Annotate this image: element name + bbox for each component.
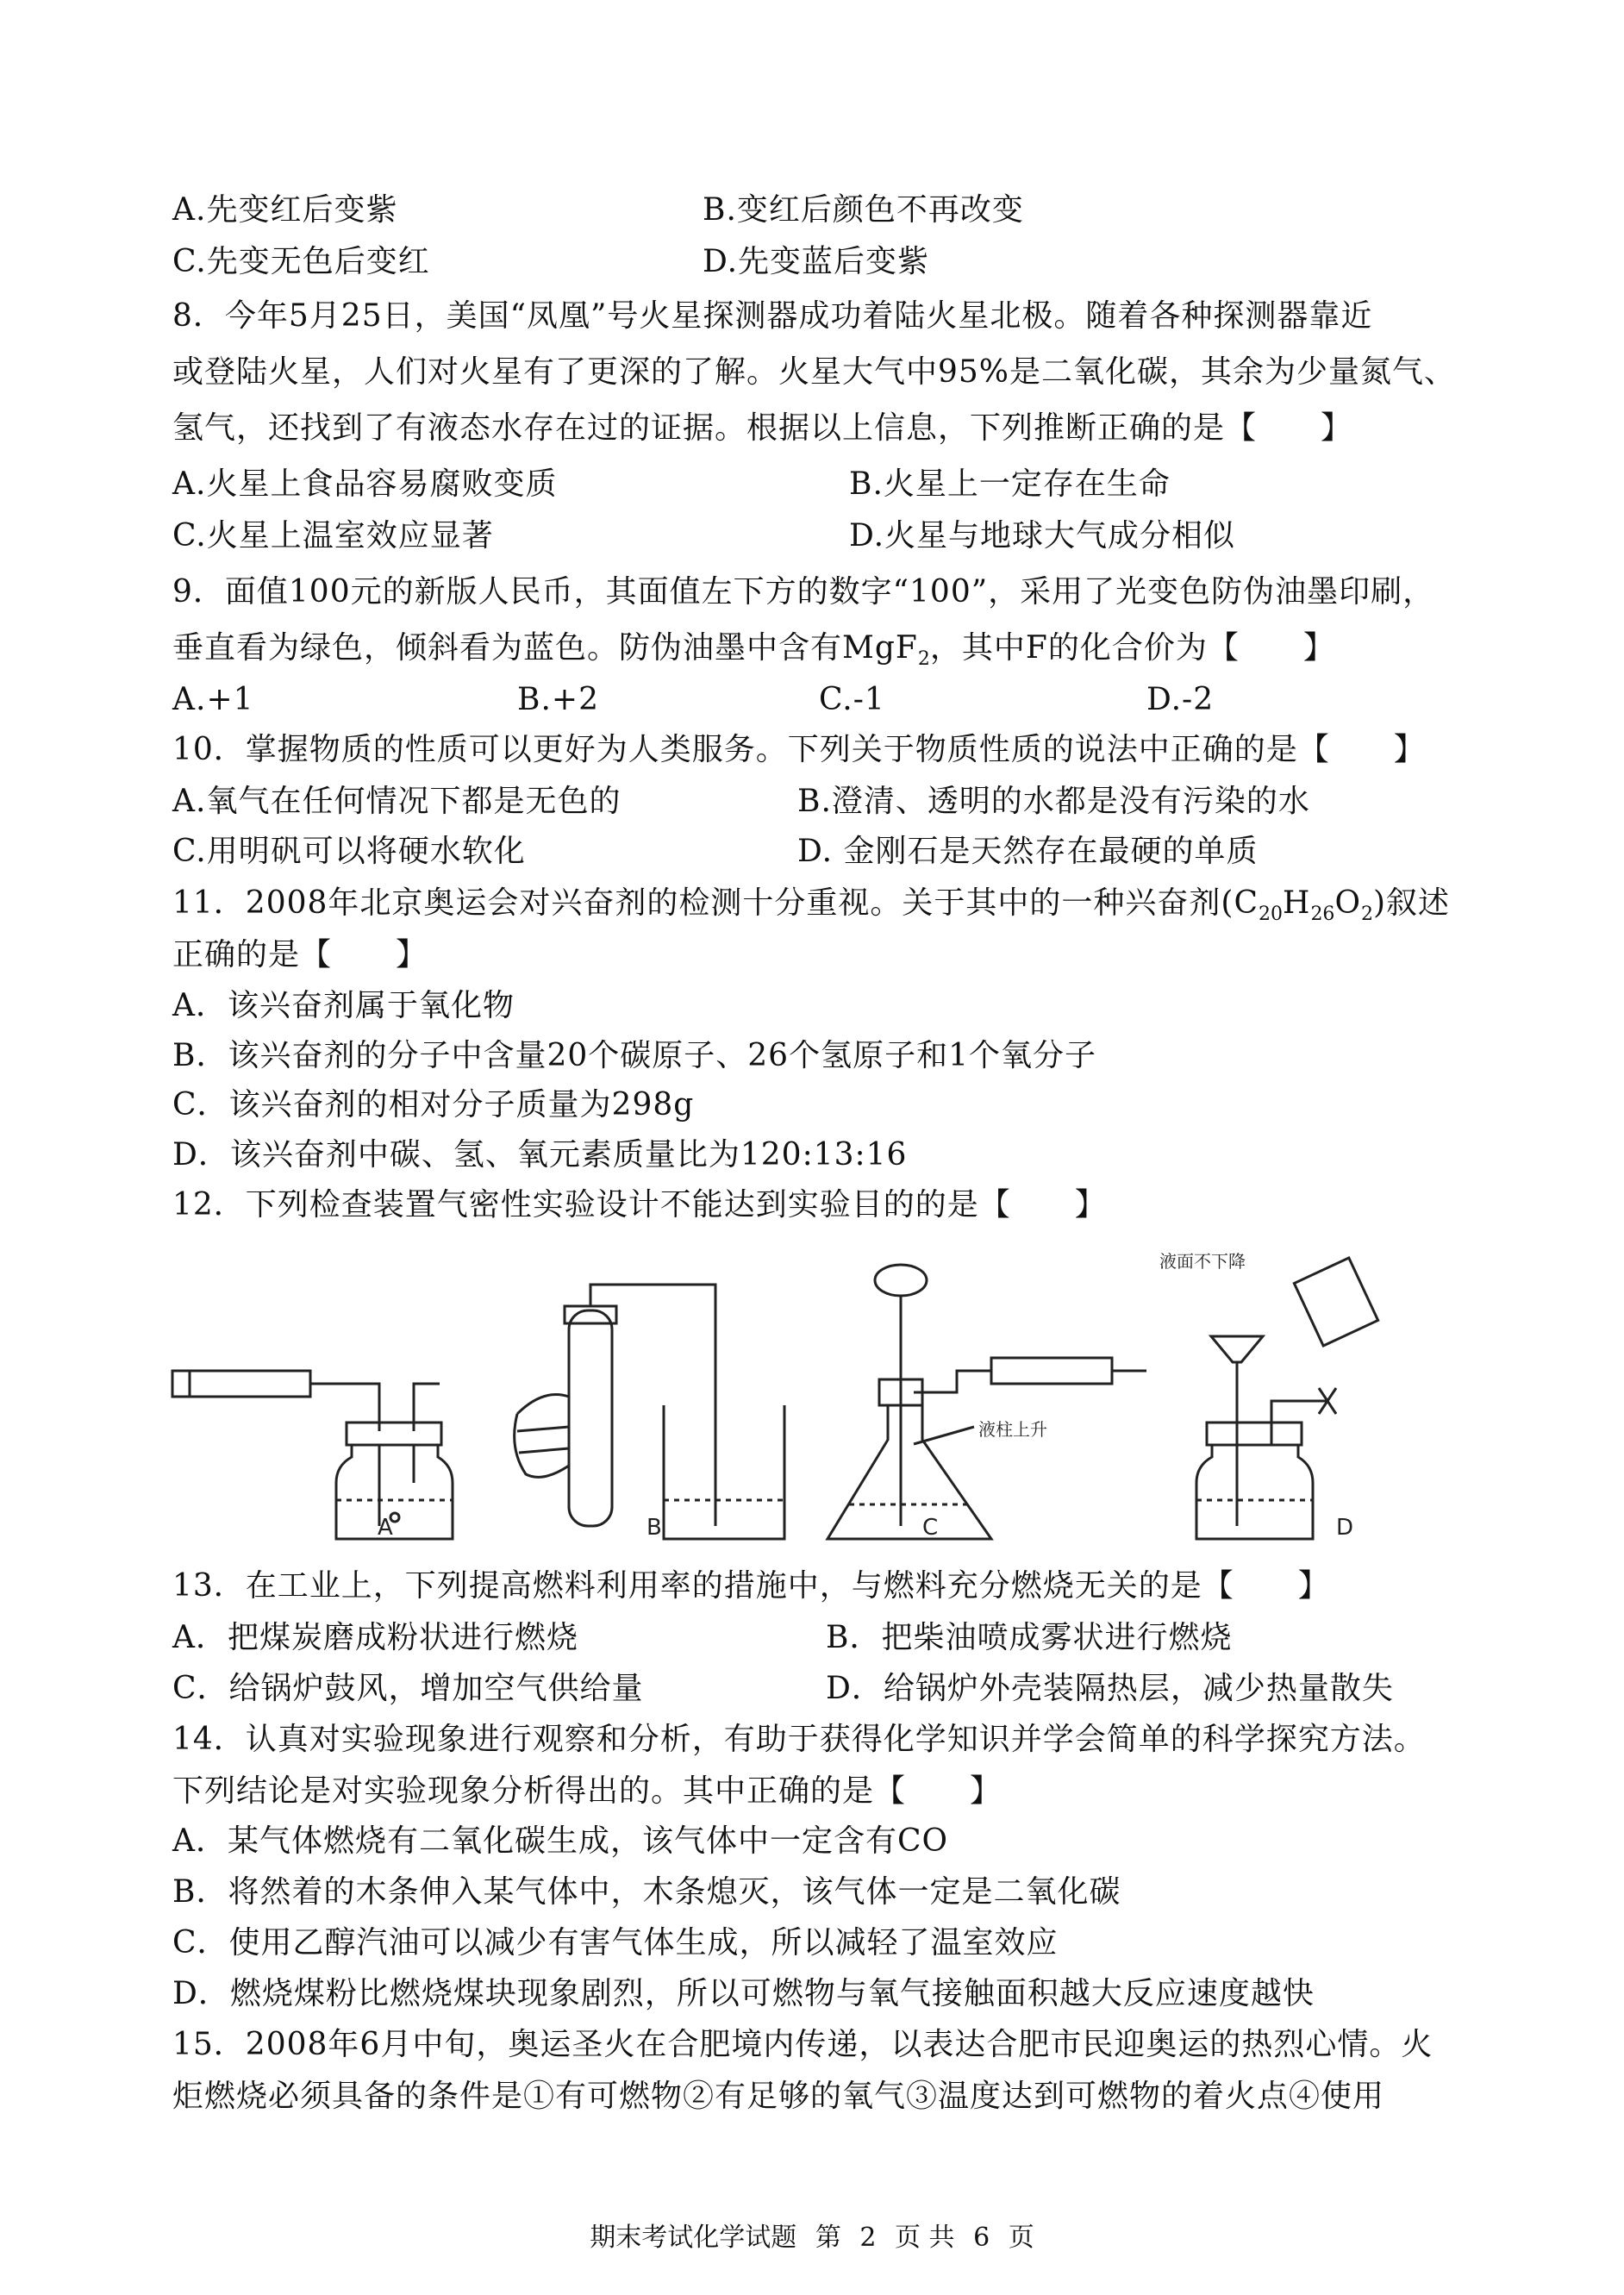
q7-option-b: B.变红后颜色不再改变 — [703, 192, 1024, 228]
q11-text-pre: 11．2008年北京奥运会对兴奋剂的检测十分重视。关于其中的一种兴奋剂(C — [172, 885, 1259, 921]
q8-stem-line2: 或登陆火星，人们对火星有了更深的了解。火星大气中95%是二氧化碳，其余为少量氮气、 — [172, 354, 1457, 390]
figure-label-c: C — [922, 1515, 939, 1541]
apparatus-a — [172, 1371, 453, 1539]
footer-total-pages: 6 — [973, 2223, 990, 2253]
q14-option-d: D．燃烧煤粉比燃烧煤块现象剧烈，所以可燃物与氧气接触面积越大反应速度越快 — [172, 1976, 1315, 2011]
q9-option-c: C.-1 — [819, 682, 885, 717]
apparatus-figure — [164, 1241, 1440, 1552]
q8-option-c: C.火星上温室效应显著 — [172, 518, 494, 553]
footer-page-prefix: 第 — [815, 2223, 841, 2253]
q9-option-b: B.+2 — [517, 682, 599, 717]
q11-sub-hydrogen: 26 — [1310, 904, 1335, 925]
page-footer — [0, 2221, 1624, 2255]
q9-stem-line1: 9．面值100元的新版人民币，其面值左下方的数字“100”，采用了光变色防伪油墨印刷， — [172, 574, 1435, 610]
figure-label-a: A — [378, 1515, 393, 1541]
q11-oxygen: O — [1334, 885, 1361, 921]
q8-stem-line1: 8．今年5月25日，美国“凤凰”号火星探测器成功着陆火星北极。随着各种探测器靠近 — [172, 298, 1373, 334]
q9-line2-post: ，其中F的化合价为【 】 — [929, 630, 1335, 666]
q13-option-a: A．把煤炭磨成粉状进行燃烧 — [172, 1620, 578, 1655]
figure-label-b: B — [646, 1515, 662, 1541]
q9-subscript: 2 — [917, 648, 930, 670]
q14-stem-line2: 下列结论是对实验现象分析得出的。其中正确的是【 】 — [172, 1773, 1003, 1809]
footer-page-suffix: 页 — [1008, 2223, 1034, 2253]
figure-note-d: 液面不下降 — [1159, 1251, 1246, 1272]
q11-option-a: A．该兴奋剂属于氧化物 — [172, 988, 515, 1023]
q10-stem: 10．掌握物质的性质可以更好为人类服务。下列关于物质性质的说法中正确的是【 】 — [172, 732, 1426, 767]
q13-option-b: B．把柴油喷成雾状进行燃烧 — [826, 1620, 1233, 1655]
q10-option-c: C.用明矾可以将硬水软化 — [172, 834, 526, 869]
q14-option-a: A．某气体燃烧有二氧化碳生成，该气体中一定含有CO — [172, 1823, 949, 1859]
q11-option-c: C．该兴奋剂的相对分子质量为298g — [172, 1087, 695, 1122]
q13-stem: 13．在工业上，下列提高燃料利用率的措施中，与燃料充分燃烧无关的是【 】 — [172, 1568, 1330, 1604]
q14-option-b: B．将然着的木条伸入某气体中，木条熄灭，该气体一定是二氧化碳 — [172, 1874, 1121, 1910]
q11-sub-carbon: 20 — [1259, 904, 1284, 925]
figure-label-d: D — [1336, 1515, 1354, 1541]
q7-option-c: C.先变无色后变红 — [172, 244, 430, 279]
footer-page-number: 2 — [859, 2223, 877, 2253]
apparatus-diagram — [164, 1241, 1440, 1552]
q13-option-d: D．给锅炉外壳装隔热层，减少热量散失 — [826, 1671, 1394, 1706]
q12-stem: 12．下列检查装置气密性实验设计不能达到实验目的的是【 】 — [172, 1187, 1107, 1223]
q15-stem-line2: 炬燃烧必须具备的条件是①有可燃物②有足够的氧气③温度达到可燃物的着火点④使用 — [172, 2079, 1385, 2114]
q9-option-a: A.+1 — [172, 682, 254, 717]
q10-option-d: D. 金刚石是天然存在最硬的单质 — [797, 834, 1259, 869]
q14-option-c: C．使用乙醇汽油可以减少有害气体生成，所以减轻了温室效应 — [172, 1925, 1059, 1960]
q7-option-a: A.先变红后变紫 — [172, 192, 398, 228]
q9-stem-line2 — [172, 629, 1335, 678]
apparatus-c — [828, 1265, 1146, 1539]
apparatus-d — [1196, 1258, 1378, 1539]
footer-page-mid: 页 共 — [895, 2223, 955, 2253]
q8-option-a: A.火星上食品容易腐败变质 — [172, 466, 558, 502]
q9-line2-pre: 垂直看为绿色，倾斜看为蓝色。防伪油墨中含有MgF — [172, 630, 918, 666]
q10-option-b: B.澄清、透明的水都是没有污染的水 — [797, 784, 1310, 819]
footer-title: 期末考试化学试题 — [590, 2223, 797, 2253]
q7-option-d: D.先变蓝后变紫 — [703, 244, 930, 279]
apparatus-b — [515, 1285, 784, 1539]
q11-text-post: )叙述 — [1372, 885, 1450, 921]
q11-hydrogen: H — [1283, 885, 1311, 921]
figure-note-c: 液柱上升 — [978, 1419, 1047, 1440]
q15-stem-line1: 15．2008年6月中旬，奥运圣火在合肥境内传递，以表达合肥市民迎奥运的热烈心情。火 — [172, 2027, 1433, 2062]
q11-option-b: B．该兴奋剂的分子中含量20个碳原子、26个氢原子和1个氧分子 — [172, 1038, 1096, 1073]
q8-option-d: D.火星与地球大气成分相似 — [849, 518, 1236, 553]
q10-option-a: A.氧气在任何情况下都是无色的 — [172, 784, 621, 819]
q9-option-d: D.-2 — [1146, 682, 1215, 717]
q11-sub-oxygen: 2 — [1360, 904, 1373, 925]
q8-stem-line3: 氢气，还找到了有液态水存在过的证据。根据以上信息，下列推断正确的是【 】 — [172, 410, 1353, 446]
q11-stem-line1 — [172, 885, 1450, 934]
q13-option-c: C．给锅炉鼓风，增加空气供给量 — [172, 1671, 644, 1706]
q14-stem-line1: 14．认真对实验现象进行观察和分析，有助于获得化学知识并学会简单的科学探究方法。 — [172, 1722, 1426, 1757]
q11-option-d: D．该兴奋剂中碳、氢、氧元素质量比为120:13:16 — [172, 1137, 908, 1173]
q11-stem-line2: 正确的是【 】 — [172, 937, 428, 972]
q8-option-b: B.火星上一定存在生命 — [849, 466, 1171, 502]
